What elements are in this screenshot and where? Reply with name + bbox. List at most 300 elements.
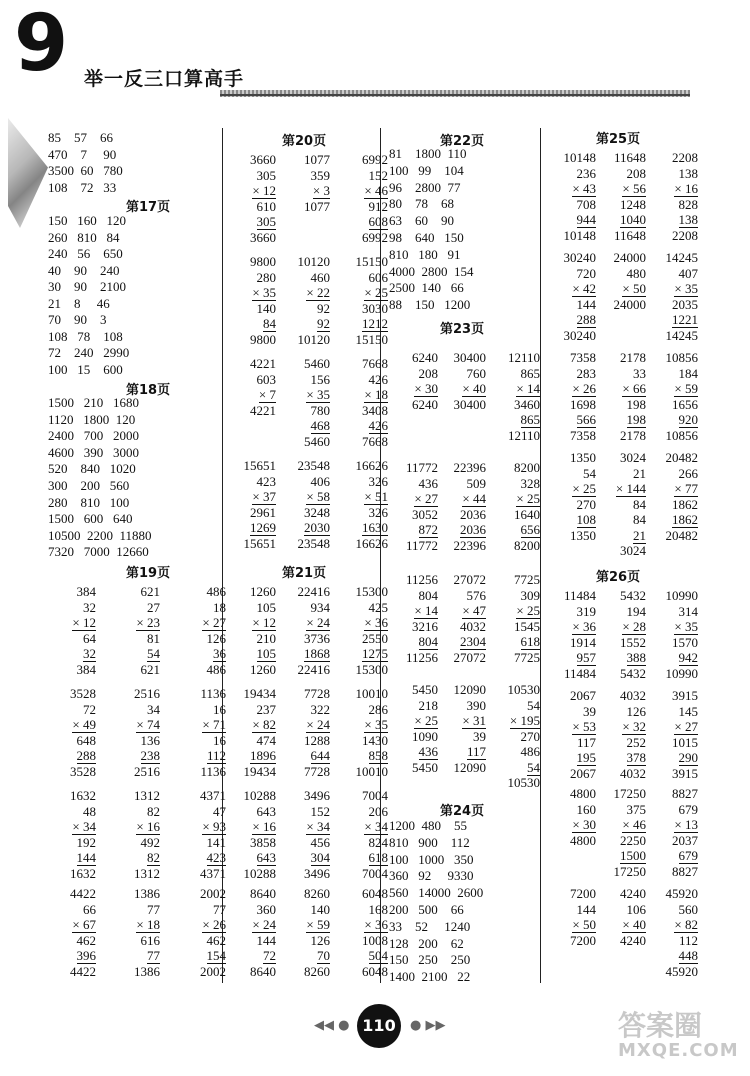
problem-step: × 25 bbox=[364, 285, 388, 300]
problem-step: 77 bbox=[147, 948, 160, 963]
problem-step: 3460 bbox=[514, 396, 540, 412]
page-heading-p26: 第26页 bbox=[596, 570, 641, 585]
problem-answer: 10990 bbox=[665, 588, 698, 603]
problem-product: 1312 bbox=[134, 865, 160, 881]
grade-digit: 9 bbox=[14, 0, 67, 89]
problem-answer: 30240 bbox=[563, 250, 596, 265]
problem-step: 780 bbox=[310, 402, 330, 418]
problem-step: 326 bbox=[368, 504, 388, 520]
problem-answer: 6240 bbox=[412, 350, 438, 365]
problem-product: 3528 bbox=[70, 763, 96, 779]
problem-product: 4422 bbox=[70, 963, 96, 979]
problem-step: × 34 bbox=[306, 819, 330, 834]
problem-step: 305 bbox=[256, 214, 276, 229]
answer-row: 1500 600 640 bbox=[48, 511, 133, 527]
problem-product: 621 bbox=[140, 661, 160, 677]
problem-step: 16 bbox=[213, 732, 226, 748]
problem-step: 944 bbox=[576, 212, 596, 227]
problem-step: 804 bbox=[418, 634, 438, 649]
problem-step: × 35 bbox=[252, 285, 276, 300]
problem-step: 2304 bbox=[460, 634, 486, 649]
problem-step: 912 bbox=[368, 198, 388, 214]
problem-step: × 24 bbox=[252, 917, 276, 932]
problem-product: 10990 bbox=[665, 665, 698, 681]
problem-step: × 82 bbox=[674, 917, 698, 932]
answer-row: 108 78 108 bbox=[48, 328, 123, 344]
problem-answer: 10148 bbox=[563, 150, 596, 165]
problem-step: × 66 bbox=[622, 381, 646, 396]
problem-step: 66 bbox=[83, 901, 96, 917]
problem-answer: 22396 bbox=[453, 460, 486, 475]
problem-product: 6992 bbox=[362, 229, 388, 245]
problem-step: 1275 bbox=[362, 646, 388, 661]
problem-step: 423 bbox=[256, 473, 276, 489]
problem-step: 54 bbox=[147, 646, 160, 661]
problem-product: 10530 bbox=[507, 775, 540, 790]
problem-answer: 7004 bbox=[362, 788, 388, 803]
problem-step: 1008 bbox=[362, 932, 388, 948]
problem-answer: 14245 bbox=[665, 250, 698, 265]
problem-product: 1136 bbox=[200, 763, 226, 779]
problem-step: 252 bbox=[626, 734, 646, 750]
problem-product: 2067 bbox=[570, 765, 596, 781]
problem-step: 920 bbox=[678, 412, 698, 427]
problem-step: 126 bbox=[626, 703, 646, 719]
problem-step: 7200 bbox=[570, 932, 596, 948]
problem-answer: 486 bbox=[206, 584, 226, 599]
page-heading-p20: 第20页 bbox=[282, 134, 327, 149]
problem-step: 456 bbox=[310, 834, 330, 850]
answer-row: 1400 2100 22 bbox=[389, 969, 471, 985]
problem-step: × 13 bbox=[674, 817, 698, 832]
problem-step: 280 bbox=[256, 269, 276, 285]
page-heading-p24: 第24页 bbox=[440, 804, 485, 819]
problem-step: 198 bbox=[626, 396, 646, 412]
problem-step: × 36 bbox=[364, 615, 388, 630]
problem-step: × 7 bbox=[258, 387, 276, 402]
problem-step: 210 bbox=[256, 630, 276, 646]
problem-step: 4800 bbox=[570, 832, 596, 848]
problem-step: 618 bbox=[520, 634, 540, 649]
problem-step: 33 bbox=[633, 365, 646, 381]
problem-step: × 50 bbox=[622, 281, 646, 296]
answer-row: 260 810 84 bbox=[48, 229, 120, 245]
problem-product: 5450 bbox=[412, 759, 438, 775]
problem-step: 360 bbox=[256, 901, 276, 917]
problem-step: 448 bbox=[678, 948, 698, 963]
answer-row: 70 90 3 bbox=[48, 312, 107, 327]
problem-step: × 16 bbox=[674, 181, 698, 196]
problem-product: 1260 bbox=[250, 661, 276, 677]
problem-step: 184 bbox=[678, 365, 698, 381]
problem-answer: 2002 bbox=[200, 886, 226, 901]
problem-step: 32 bbox=[83, 646, 96, 661]
problem-product: 15300 bbox=[355, 661, 388, 677]
problem-answer: 10530 bbox=[507, 682, 540, 697]
answer-row: 150 250 250 bbox=[389, 952, 471, 968]
problem-step: 462 bbox=[76, 932, 96, 948]
problem-answer: 1350 bbox=[570, 450, 596, 465]
problem-step: 603 bbox=[256, 371, 276, 387]
problem-step: 84 bbox=[633, 512, 646, 527]
problem-step: 396 bbox=[76, 948, 96, 963]
answer-row: 810 900 112 bbox=[389, 834, 470, 850]
problem-step: 828 bbox=[678, 196, 698, 212]
problem-step: 82 bbox=[147, 803, 160, 819]
problem-step: × 77 bbox=[674, 481, 698, 496]
problem-step: × 25 bbox=[516, 603, 540, 618]
problem-answer: 3660 bbox=[250, 152, 276, 167]
problem-product: 10288 bbox=[243, 865, 276, 881]
problem-step: 39 bbox=[583, 703, 596, 719]
answer-row: 240 56 650 bbox=[48, 246, 123, 261]
problem-step: × 43 bbox=[572, 181, 596, 196]
problem-step: × 28 bbox=[622, 619, 646, 634]
answer-row: 150 160 120 bbox=[48, 213, 126, 228]
problem-step: 957 bbox=[576, 650, 596, 665]
problem-step: × 16 bbox=[252, 819, 276, 834]
problem-step: 1090 bbox=[412, 728, 438, 744]
problem-answer: 384 bbox=[76, 584, 96, 599]
problem-answer: 7668 bbox=[362, 356, 388, 371]
problem-step: 708 bbox=[576, 196, 596, 212]
problem-product: 7358 bbox=[570, 427, 596, 443]
problem-step: 3216 bbox=[412, 618, 438, 634]
problem-answer: 4240 bbox=[620, 886, 646, 901]
problem-answer: 15150 bbox=[355, 254, 388, 269]
problem-step: 1500 bbox=[620, 848, 646, 863]
problem-step: 560 bbox=[678, 901, 698, 917]
problem-step: 144 bbox=[576, 901, 596, 917]
problem-product: 27072 bbox=[453, 649, 486, 665]
problem-step: × 24 bbox=[306, 717, 330, 732]
problem-product: 10120 bbox=[297, 331, 330, 347]
answer-row: 4000 2800 154 bbox=[389, 263, 474, 279]
problem-product: 15651 bbox=[243, 535, 276, 551]
problem-step: 145 bbox=[678, 703, 698, 719]
problem-step: 84 bbox=[263, 316, 276, 331]
problem-step: 30400 bbox=[453, 396, 486, 412]
page-heading-p25: 第25页 bbox=[596, 132, 641, 147]
problem-step: 2036 bbox=[460, 506, 486, 522]
problem-step: × 49 bbox=[72, 717, 96, 732]
problem-answer: 15300 bbox=[355, 584, 388, 599]
problem-step: × 35 bbox=[674, 619, 698, 634]
answer-row: 7320 7000 12660 bbox=[48, 544, 149, 560]
problem-step: 283 bbox=[576, 365, 596, 381]
problem-answer: 8260 bbox=[304, 886, 330, 901]
problem-step: 1430 bbox=[362, 732, 388, 748]
problem-step: 492 bbox=[140, 834, 160, 850]
problem-step: 2550 bbox=[362, 630, 388, 646]
problem-step: 64 bbox=[83, 630, 96, 646]
answer-row: 63 60 90 bbox=[389, 213, 454, 229]
problem-step: × 16 bbox=[136, 819, 160, 834]
problem-step: × 50 bbox=[572, 917, 596, 932]
problem-step: 218 bbox=[418, 697, 438, 713]
answer-row: 2500 140 66 bbox=[389, 280, 464, 296]
problem-step: 82 bbox=[147, 850, 160, 865]
problem-step: 679 bbox=[678, 848, 698, 863]
problem-step: 616 bbox=[140, 932, 160, 948]
problem-answer: 2067 bbox=[570, 688, 596, 703]
problem-step: 208 bbox=[626, 165, 646, 181]
problem-step: × 51 bbox=[364, 489, 388, 504]
problem-product: 12110 bbox=[507, 427, 540, 443]
problem-step: 3408 bbox=[362, 402, 388, 418]
answer-row: 100 15 600 bbox=[48, 361, 123, 377]
problem-step: 1698 bbox=[570, 396, 596, 412]
problem-step: 423 bbox=[206, 850, 226, 865]
page-heading-p17: 第17页 bbox=[126, 200, 171, 215]
column-divider bbox=[540, 128, 541, 983]
problem-step: × 32 bbox=[622, 719, 646, 734]
problem-step: 126 bbox=[310, 932, 330, 948]
problem-answer: 2516 bbox=[134, 686, 160, 701]
problem-step: 322 bbox=[310, 701, 330, 717]
page-number: 110 bbox=[357, 1004, 401, 1048]
problem-step: 436 bbox=[418, 475, 438, 491]
problem-step: × 35 bbox=[364, 717, 388, 732]
problem-answer: 4032 bbox=[620, 688, 646, 703]
problem-answer: 22416 bbox=[297, 584, 330, 599]
problem-product: 14245 bbox=[665, 327, 698, 343]
problem-step: 934 bbox=[310, 599, 330, 615]
problem-step: × 35 bbox=[674, 281, 698, 296]
problem-product: 6048 bbox=[362, 963, 388, 979]
problem-step: 462 bbox=[206, 932, 226, 948]
problem-answer: 12110 bbox=[507, 350, 540, 365]
answer-row: 88 150 1200 bbox=[389, 297, 471, 313]
problem-step: 136 bbox=[140, 732, 160, 748]
problem-step: × 42 bbox=[572, 281, 596, 296]
problem-step: × 59 bbox=[674, 381, 698, 396]
problem-step: 198 bbox=[626, 412, 646, 427]
problem-step: 436 bbox=[418, 744, 438, 759]
problem-step: 21 bbox=[633, 465, 646, 481]
problem-step: 140 bbox=[256, 300, 276, 316]
problem-answer: 1632 bbox=[70, 788, 96, 803]
problem-step: 286 bbox=[368, 701, 388, 717]
problem-product: 11256 bbox=[405, 649, 438, 665]
problem-step: 509 bbox=[466, 475, 486, 491]
problem-step: × 144 bbox=[615, 481, 646, 496]
page-heading-p22: 第22页 bbox=[440, 134, 485, 149]
problem-step: 378 bbox=[626, 750, 646, 765]
problem-step: 760 bbox=[466, 365, 486, 381]
problem-step: × 30 bbox=[414, 381, 438, 396]
problem-step: 152 bbox=[368, 167, 388, 183]
problem-step: 2030 bbox=[304, 520, 330, 535]
problem-answer: 9800 bbox=[250, 254, 276, 269]
problem-step: × 58 bbox=[306, 489, 330, 504]
answer-row: 40 90 240 bbox=[48, 262, 120, 278]
problem-answer: 7200 bbox=[570, 886, 596, 901]
problem-step: 858 bbox=[368, 748, 388, 763]
problem-step: 644 bbox=[310, 748, 330, 763]
problem-step: 144 bbox=[76, 850, 96, 865]
problem-step: × 26 bbox=[202, 917, 226, 932]
problem-step: 608 bbox=[368, 214, 388, 229]
problem-step: × 71 bbox=[202, 717, 226, 732]
answer-row: 2400 700 2000 bbox=[48, 428, 139, 444]
problem-step: 105 bbox=[256, 646, 276, 661]
problem-step: 1552 bbox=[620, 634, 646, 650]
problem-step: 1570 bbox=[672, 634, 698, 650]
problem-step: × 53 bbox=[572, 719, 596, 734]
problem-step: × 22 bbox=[306, 285, 330, 300]
problem-step: 1077 bbox=[304, 198, 330, 214]
problem-answer: 621 bbox=[140, 584, 160, 599]
problem-step: 865 bbox=[520, 365, 540, 381]
problem-step: 566 bbox=[576, 412, 596, 427]
problem-step: 126 bbox=[206, 630, 226, 646]
problem-step: 359 bbox=[310, 167, 330, 183]
problem-product: 11772 bbox=[405, 537, 438, 553]
problem-product: 7004 bbox=[362, 865, 388, 881]
problem-answer: 2178 bbox=[620, 350, 646, 365]
problem-step: 426 bbox=[368, 371, 388, 387]
problem-step: 407 bbox=[678, 265, 698, 281]
problem-product: 384 bbox=[76, 661, 96, 677]
problem-product: 17250 bbox=[613, 863, 646, 879]
problem-answer: 8827 bbox=[672, 786, 698, 801]
problem-answer: 7725 bbox=[514, 572, 540, 587]
problem-answer: 4221 bbox=[250, 356, 276, 371]
problem-product: 30240 bbox=[563, 327, 596, 343]
problem-step: 84 bbox=[633, 496, 646, 512]
problem-step: 426 bbox=[368, 418, 388, 433]
problem-step: 474 bbox=[256, 732, 276, 748]
problem-step: 1221 bbox=[672, 312, 698, 327]
problem-answer: 1077 bbox=[304, 152, 330, 167]
problem-step: 92 bbox=[317, 316, 330, 331]
answer-row: 1500 210 1680 bbox=[48, 395, 139, 410]
problem-step: 195 bbox=[576, 750, 596, 765]
problem-step: 27 bbox=[147, 599, 160, 615]
answer-row: 360 92 9330 bbox=[389, 868, 474, 884]
problem-step: 77 bbox=[213, 901, 226, 917]
problem-product: 10148 bbox=[563, 227, 596, 243]
problem-step: 1862 bbox=[672, 512, 698, 527]
problem-step: × 27 bbox=[414, 491, 438, 506]
problem-step: 6240 bbox=[412, 396, 438, 412]
problem-step: 4240 bbox=[620, 932, 646, 948]
problem-step: 305 bbox=[256, 167, 276, 183]
problem-step: 140 bbox=[310, 901, 330, 917]
problem-step: 108 bbox=[576, 512, 596, 527]
problem-answer: 23548 bbox=[297, 458, 330, 473]
problem-answer: 45920 bbox=[665, 886, 698, 901]
page-decoration-right: ● ▶▶ bbox=[410, 1018, 446, 1033]
problem-product: 10010 bbox=[355, 763, 388, 779]
problem-step: 18 bbox=[213, 599, 226, 615]
problem-step: × 36 bbox=[572, 619, 596, 634]
problem-step: 824 bbox=[368, 834, 388, 850]
problem-product: 23548 bbox=[297, 535, 330, 551]
problem-product: 45920 bbox=[665, 963, 698, 979]
problem-answer: 10120 bbox=[297, 254, 330, 269]
problem-step: 1545 bbox=[514, 618, 540, 634]
problem-step: × 27 bbox=[674, 719, 698, 734]
problem-product: 8260 bbox=[304, 963, 330, 979]
problem-step: 942 bbox=[678, 650, 698, 665]
problem-answer: 3024 bbox=[620, 450, 646, 465]
problem-step: 1015 bbox=[672, 734, 698, 750]
problem-step: 309 bbox=[520, 587, 540, 603]
problem-step: 1288 bbox=[304, 732, 330, 748]
problem-step: 237 bbox=[256, 701, 276, 717]
problem-answer: 11256 bbox=[405, 572, 438, 587]
problem-step: 2037 bbox=[672, 832, 698, 848]
problem-step: 406 bbox=[310, 473, 330, 489]
problem-step: 504 bbox=[368, 948, 388, 963]
page-heading-p18: 第18页 bbox=[126, 383, 171, 398]
problem-product: 1386 bbox=[134, 963, 160, 979]
problem-step: 106 bbox=[626, 901, 646, 917]
problem-step: 328 bbox=[520, 475, 540, 491]
problem-step: 206 bbox=[368, 803, 388, 819]
answer-row: 200 500 66 bbox=[389, 902, 464, 917]
problem-step: 606 bbox=[368, 269, 388, 285]
problem-step: 152 bbox=[310, 803, 330, 819]
problem-step: 3248 bbox=[304, 504, 330, 520]
watermark-url: MXQE.COM bbox=[618, 1040, 739, 1061]
problem-product: 7668 bbox=[362, 433, 388, 449]
problem-product: 7728 bbox=[304, 763, 330, 779]
problem-step: × 44 bbox=[462, 491, 486, 506]
problem-step: 112 bbox=[206, 748, 226, 763]
problem-answer: 5432 bbox=[620, 588, 646, 603]
problem-step: 319 bbox=[576, 603, 596, 619]
answer-row: 96 2800 77 bbox=[389, 179, 461, 195]
page-decoration-left: ◀◀ ● bbox=[314, 1018, 350, 1033]
problem-step: 656 bbox=[520, 522, 540, 537]
problem-step: 1040 bbox=[620, 212, 646, 227]
problem-step: 290 bbox=[678, 750, 698, 765]
problem-product: 22396 bbox=[453, 537, 486, 553]
problem-step: 238 bbox=[140, 748, 160, 763]
problem-answer: 11772 bbox=[405, 460, 438, 475]
problem-answer: 11648 bbox=[613, 150, 646, 165]
problem-step: × 59 bbox=[306, 917, 330, 932]
answer-row: 72 240 2990 bbox=[48, 345, 130, 360]
answer-row: 3500 60 780 bbox=[48, 163, 123, 178]
problem-step: 425 bbox=[368, 599, 388, 615]
book-title: 举一反三口算高手 bbox=[84, 68, 245, 90]
problem-product: 2178 bbox=[620, 427, 646, 443]
problem-step: 77 bbox=[147, 901, 160, 917]
problem-product: 3024 bbox=[620, 543, 646, 558]
problem-step: 375 bbox=[626, 801, 646, 817]
problem-answer: 1260 bbox=[250, 584, 276, 599]
problem-step: 2250 bbox=[620, 832, 646, 848]
problem-answer: 6048 bbox=[362, 886, 388, 901]
problem-step: 117 bbox=[466, 744, 486, 759]
problem-step: × 26 bbox=[572, 381, 596, 396]
answer-row: 10500 2200 11880 bbox=[48, 527, 152, 543]
problem-product: 22416 bbox=[297, 661, 330, 677]
problem-step: 270 bbox=[576, 496, 596, 512]
problem-product: 19434 bbox=[243, 763, 276, 779]
answer-row: 33 52 1240 bbox=[389, 918, 471, 934]
problem-step: × 25 bbox=[516, 491, 540, 506]
problem-step: 72 bbox=[263, 948, 276, 963]
problem-step: 648 bbox=[76, 732, 96, 748]
problem-step: 390 bbox=[466, 697, 486, 713]
problem-step: × 14 bbox=[516, 381, 540, 396]
problem-product: 3660 bbox=[250, 229, 276, 245]
